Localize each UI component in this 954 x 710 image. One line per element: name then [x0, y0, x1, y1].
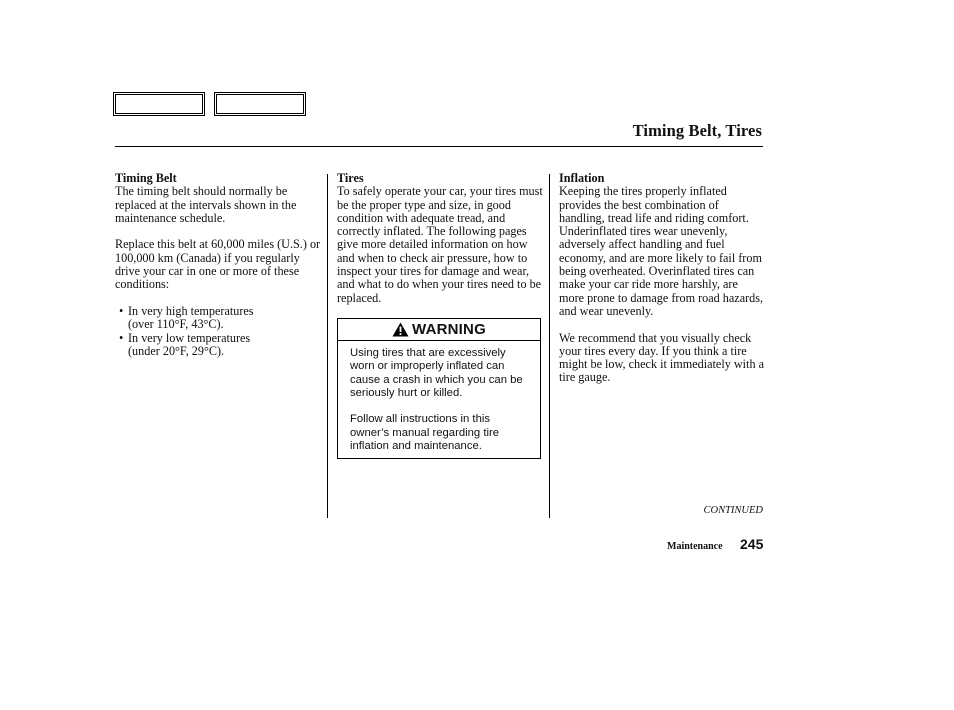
conditions-list [115, 305, 327, 358]
warning-header [338, 319, 540, 341]
page-number: 245 [740, 536, 764, 552]
inflation-column [559, 172, 765, 398]
timing-belt-paragraph-1: The timing belt should normally be replaced at the intervals shown in the maintenance schedule. [115, 184, 297, 225]
section-label: Maintenance [667, 541, 723, 552]
title-divider [115, 146, 763, 147]
list-item: • In very high temperatures (over 110°F, 43°C). [119, 305, 327, 332]
warning-body [338, 341, 540, 453]
page-title: Timing Belt, Tires [632, 121, 762, 140]
tires-column [337, 172, 543, 318]
tires-paragraph-1: To safely operate your car, your tires must be the proper type and size, in good condition with adequate tread, and correctly inflated. The following pages give more detailed information on how and when to check air pressure, how to inspect your tires for damage and wear, and what to do when your tires need to be replaced. [337, 184, 543, 305]
tires-heading: Tires [337, 171, 364, 185]
warning-label: WARNING [412, 321, 486, 338]
warning-box [337, 318, 541, 459]
nav-tab-2[interactable] [214, 92, 306, 116]
continued-label: CONTINUED [703, 505, 763, 516]
nav-tab-1[interactable] [113, 92, 205, 116]
inflation-heading: Inflation [559, 171, 605, 185]
timing-belt-paragraph-2: Replace this belt at 60,000 miles (U.S.) or 100,000 km (Canada) if you regularly drive your car in one or more of these conditions: [115, 237, 321, 292]
inflation-paragraph-1: Keeping the tires properly inflated provides the best combination of handling, tread life and riding comfort. Underinflated tires wear unevenly, adversely affect handling and fuel economy, and are more likely to fail from being overheated. Overinflated tires can make your car ride more harshly, are more prone to damage from road hazards, and wear unevenly. [559, 184, 764, 318]
warning-paragraph-2: Follow all instructions in this owner’s manual regarding tire inflation and maintenance. [350, 413, 500, 453]
list-item: • In very low temperatures (under 20°F, 29°C). [119, 332, 327, 359]
warning-triangle-icon [392, 322, 409, 337]
timing-belt-column [115, 172, 327, 358]
warning-paragraph-1: Using tires that are excessively worn or improperly inflated can cause a crash in which you can be seriously hurt or killed. [350, 347, 523, 399]
column-divider-2 [549, 174, 550, 518]
timing-belt-heading: Timing Belt [115, 171, 177, 185]
column-divider-1 [327, 174, 328, 518]
inflation-paragraph-2: We recommend that you visually check your tires every day. If you think a tire might be low, check it immediately with a tire gauge. [559, 330, 764, 385]
